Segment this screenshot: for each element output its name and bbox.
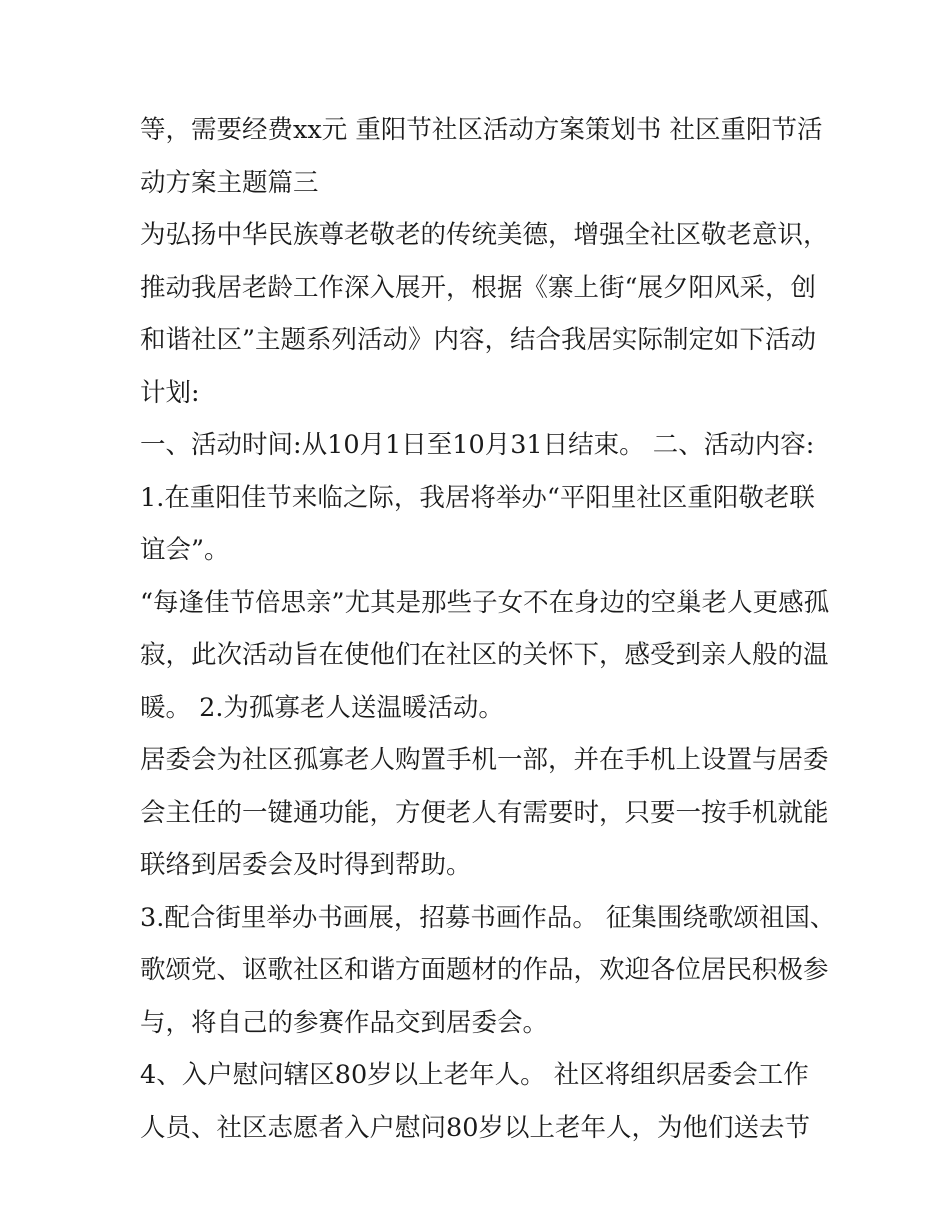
text-line: 人员、社区志愿者入户慰问80岁以上老年人，为他们送去节 (140, 1112, 810, 1143)
text-line: 居委会为社区孤寡老人购置手机一部，并在手机上设置与居委 (140, 745, 829, 775)
text-line: 动方案主题篇三 (140, 167, 319, 198)
text-line: 等，需要经费xx元 重阳节社区活动方案策划书 社区重阳节活 (140, 115, 823, 145)
text-line: 会主任的一键通功能，方便老人有需要时，只要一按手机就能 (140, 797, 829, 828)
text-line: “每逢佳节倍思亲”尤其是那些子女不在身边的空巢老人更感孤 (140, 587, 830, 618)
text-line: 计划: (140, 377, 200, 408)
text-line: 寂，此次活动旨在使他们在社区的关怀下，感受到亲人般的温 (140, 640, 829, 670)
text-line: 1.在重阳佳节来临之际，我居将举办“平阳里社区重阳敬老联 (140, 482, 815, 513)
text-line: 3.配合街里举办书画展，招募书画作品。 征集围绕歌颂祖国、 (140, 902, 836, 933)
text-line: 为弘扬中华民族尊老敬老的传统美德，增强全社区敬老意识， (140, 220, 829, 250)
text-line: 与，将自己的参赛作品交到居委会。 (140, 1007, 549, 1038)
text-line: 谊会”。 (140, 535, 230, 565)
document-body (140, 104, 836, 1154)
text-line: 4、入户慰问辖区80岁以上老年人。 社区将组织居委会工作 (140, 1060, 809, 1090)
text-line: 一、活动时间:从10月1日至10月31日结束。 二、活动内容: (140, 430, 815, 460)
text-line: 暖。 2.为孤寡老人送温暖活动。 (140, 692, 504, 723)
text-line: 联络到居委会及时得到帮助。 (140, 850, 472, 880)
text-line: 歌颂党、讴歌社区和谐方面题材的作品，欢迎各位居民积极参 (140, 955, 829, 985)
text-line: 和谐社区”主题系列活动》内容，结合我居实际制定如下活动 (140, 325, 817, 355)
text-line: 推动我居老龄工作深入展开，根据《寨上街“展夕阳风采，创 (140, 272, 817, 303)
